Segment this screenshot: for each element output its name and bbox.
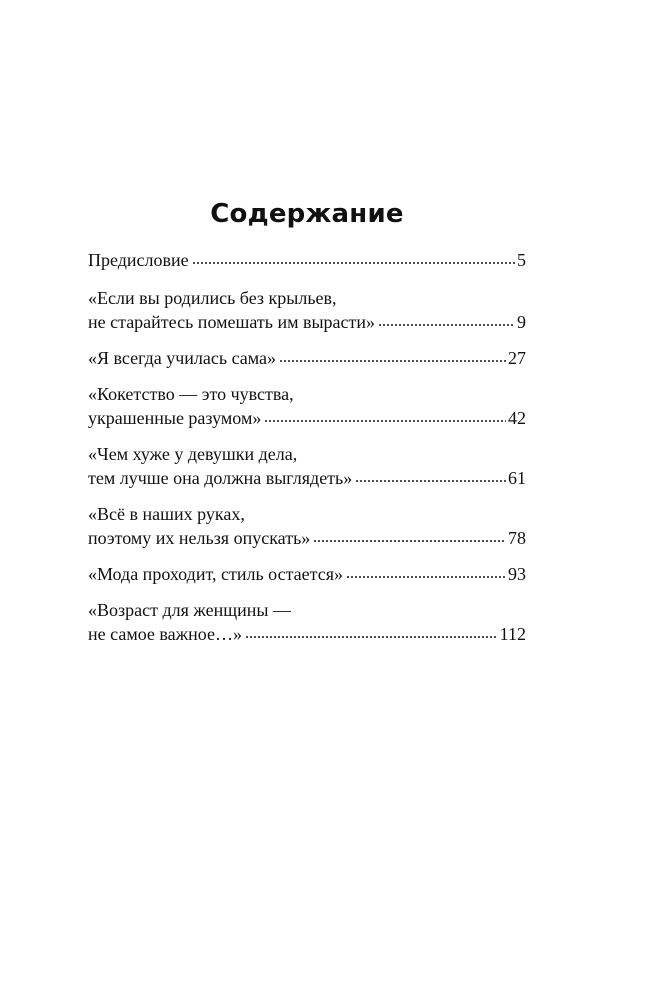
toc-entry-line	[88, 310, 526, 334]
toc-page-number: 42	[508, 408, 526, 428]
toc-page-number: 9	[517, 312, 526, 332]
toc-entry-title: поэтому их нельзя опускать»	[88, 528, 311, 548]
toc-entry-title: не самое важное…»	[88, 624, 242, 644]
toc-page-number: 78	[508, 528, 526, 548]
toc-page-number: 93	[508, 564, 526, 584]
dot-leader	[264, 419, 506, 423]
toc-entry-line	[88, 622, 526, 646]
dot-leader	[355, 479, 506, 483]
dot-leader	[313, 539, 506, 543]
toc-page-number: 112	[499, 624, 526, 644]
toc-entry	[88, 248, 526, 272]
toc-entry	[88, 598, 526, 646]
toc-page-number: 27	[508, 348, 526, 368]
toc-entry-title-line1: «Кокетство — это чувства,	[88, 384, 294, 404]
toc-entry-line	[88, 562, 526, 586]
toc-entry-line	[88, 248, 526, 272]
toc-entry	[88, 286, 526, 334]
toc-entry-title-line1: «Возраст для женщины —	[88, 600, 291, 620]
toc-entry-line	[88, 346, 526, 370]
dot-leader	[192, 261, 515, 265]
toc-entry	[88, 442, 526, 490]
toc-entry-title-line1: «Чем хуже у девушки дела,	[88, 444, 298, 464]
toc-entry	[88, 382, 526, 430]
toc-page-number: 61	[508, 468, 526, 488]
dot-leader	[378, 323, 515, 327]
toc-entry-line	[88, 466, 526, 490]
toc-entry-title: не старайтесь помешать им вырасти»	[88, 312, 376, 332]
toc-entry-line	[88, 526, 526, 550]
dot-leader	[245, 635, 498, 639]
toc-entry-title: «Я всегда училась сама»	[88, 348, 277, 368]
toc-entry	[88, 346, 526, 370]
table-of-contents	[88, 248, 526, 658]
toc-entry	[88, 562, 526, 586]
page-title: Содержание	[210, 199, 404, 229]
toc-page-number: 5	[517, 250, 526, 270]
toc-entry-title-line1: «Если вы родились без крыльев,	[88, 288, 337, 308]
toc-entry-title: украшенные разумом»	[88, 408, 262, 428]
toc-entry-line	[88, 406, 526, 430]
toc-entry-title: «Мода проходит, стиль остается»	[88, 564, 344, 584]
toc-entry-title-line1: «Всё в наших руках,	[88, 504, 245, 524]
dot-leader	[279, 359, 506, 363]
toc-entry	[88, 502, 526, 550]
toc-entry-title: Предисловие	[88, 250, 189, 270]
toc-entry-title: тем лучше она должна выглядеть»	[88, 468, 353, 488]
dot-leader	[346, 575, 506, 579]
